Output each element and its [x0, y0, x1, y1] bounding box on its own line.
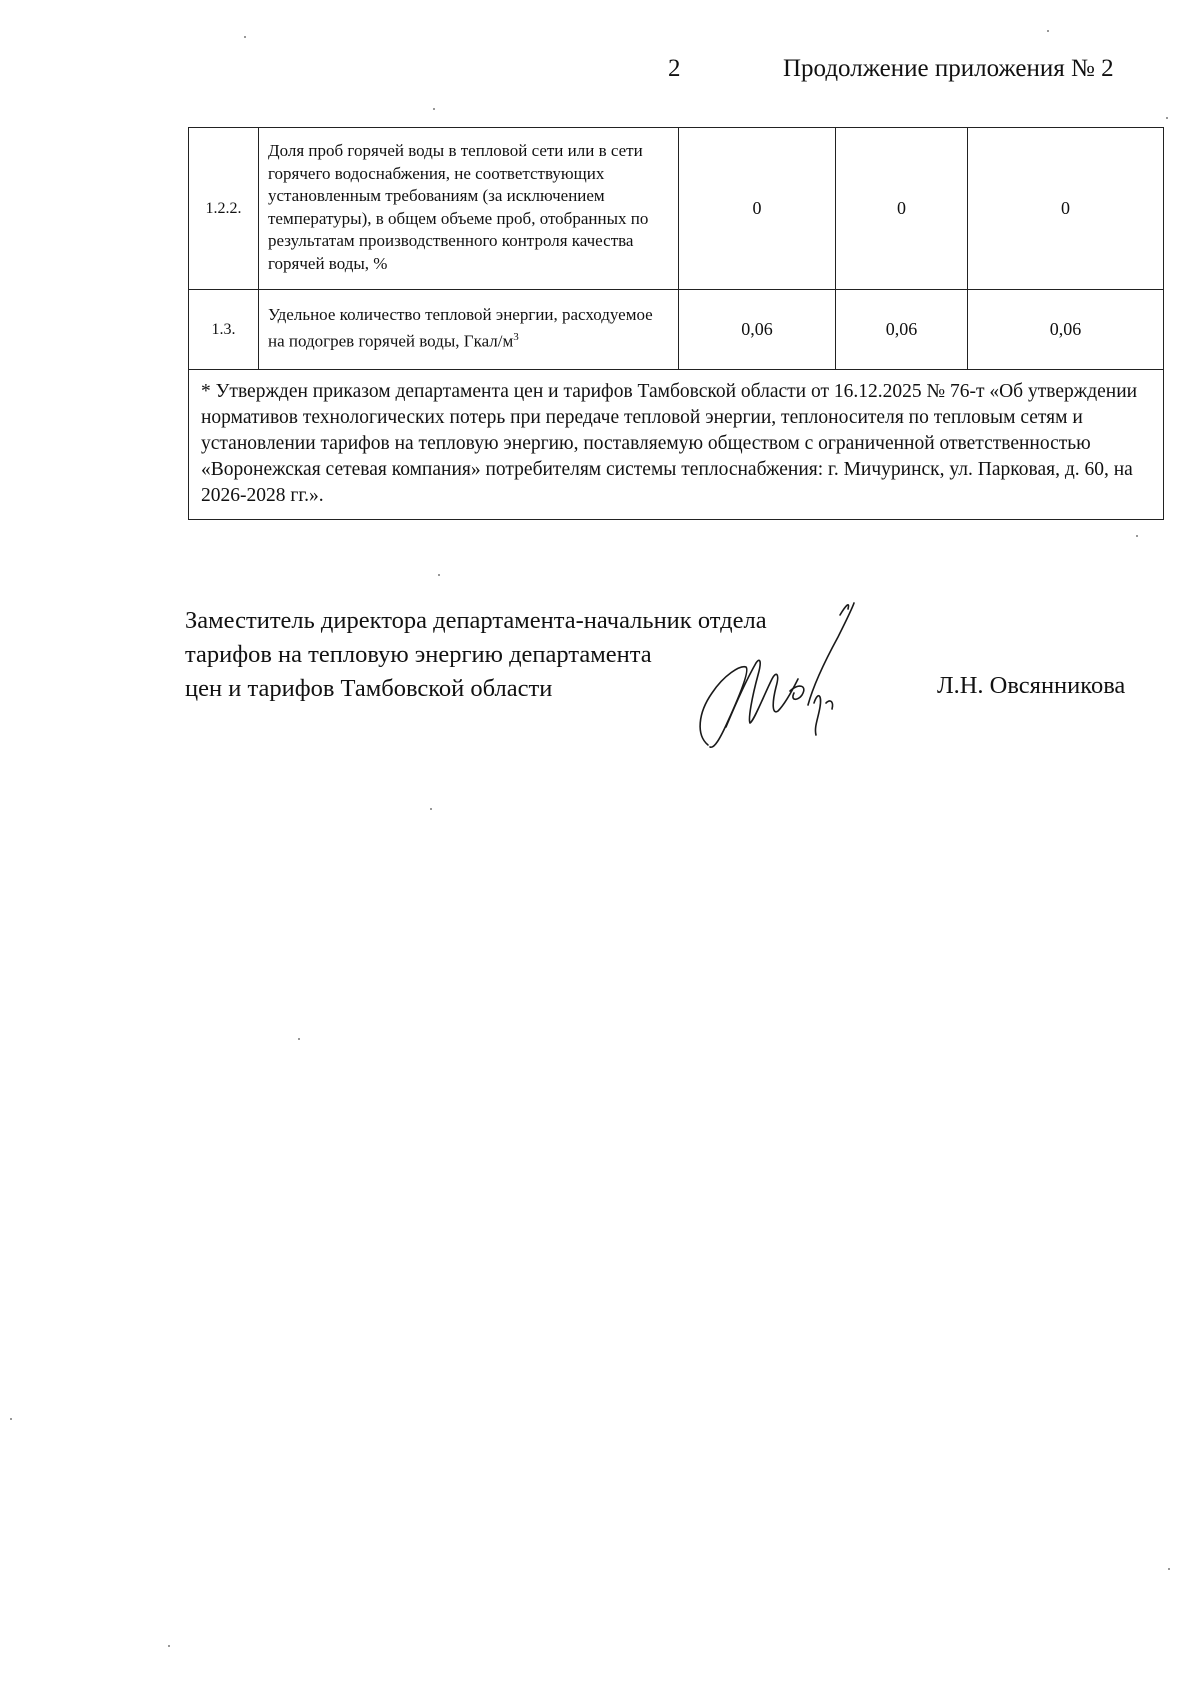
row-value-3: 0: [968, 128, 1164, 290]
row-description: [259, 290, 679, 370]
row-description-text: Удельное количество тепловой энергии, расходуемое на подогрев горячей воды, Гкал/м: [268, 304, 653, 351]
footnote-row: [189, 370, 1164, 520]
unit-superscript: 3: [513, 331, 519, 344]
scan-speck: [433, 108, 435, 110]
signatory-title-line: цен и тарифов Тамбовской области: [185, 675, 553, 702]
row-value-1: 0: [679, 128, 836, 290]
scan-speck: [438, 574, 440, 576]
scan-speck: [298, 1038, 300, 1040]
signatory-name: Л.Н. Овсянникова: [937, 672, 1126, 699]
table-row: [189, 290, 1164, 370]
signatory-title: [185, 604, 767, 706]
footnote: * Утвержден приказом департамента цен и тарифов Тамбовской области от 16.12.2025 № 76-т «Об утверждении нормативов технологических потерь при передаче тепловой энергии, теплоносителя по тепловым сетям и установлении тарифов на тепловую энергию, поставляемую обществом с ограниченной ответственностью «Воронежская сетевая компания» потребителям системы теплоснабжения: г. Мичуринск, ул. Парковая, д. 60, на 2026-2028 гг.».: [189, 370, 1164, 520]
continuation-heading: Продолжение приложения № 2: [783, 55, 1114, 82]
scan-speck: [244, 36, 246, 38]
table-row: [189, 128, 1164, 290]
signatory-title-line: Заместитель директора департамента-начальник отдела: [185, 607, 767, 634]
row-description: Доля проб горячей воды в тепловой сети или в сети горячего водоснабжения, не соответствующих установленным требованиям (за исключением температуры), в общем объеме проб, отобранных по результатам производственного контроля качества горячей воды, %: [259, 128, 679, 290]
scan-speck: [1166, 117, 1168, 119]
row-value-3: 0,06: [968, 290, 1164, 370]
signatory-title-line: тарифов на тепловую энергию департамента: [185, 641, 652, 668]
indicators-table: [188, 127, 1164, 520]
scan-speck: [1047, 30, 1049, 32]
row-number: 1.2.2.: [189, 128, 259, 290]
scan-speck: [168, 1645, 170, 1647]
scan-speck: [430, 808, 432, 810]
row-value-2: 0,06: [836, 290, 968, 370]
handwritten-signature: [690, 595, 870, 755]
row-value-1: 0,06: [679, 290, 836, 370]
scan-speck: [1168, 1568, 1170, 1570]
row-value-2: 0: [836, 128, 968, 290]
scan-speck: [1136, 535, 1138, 537]
scan-speck: [10, 1418, 12, 1420]
row-number: 1.3.: [189, 290, 259, 370]
page-number: 2: [668, 55, 681, 82]
